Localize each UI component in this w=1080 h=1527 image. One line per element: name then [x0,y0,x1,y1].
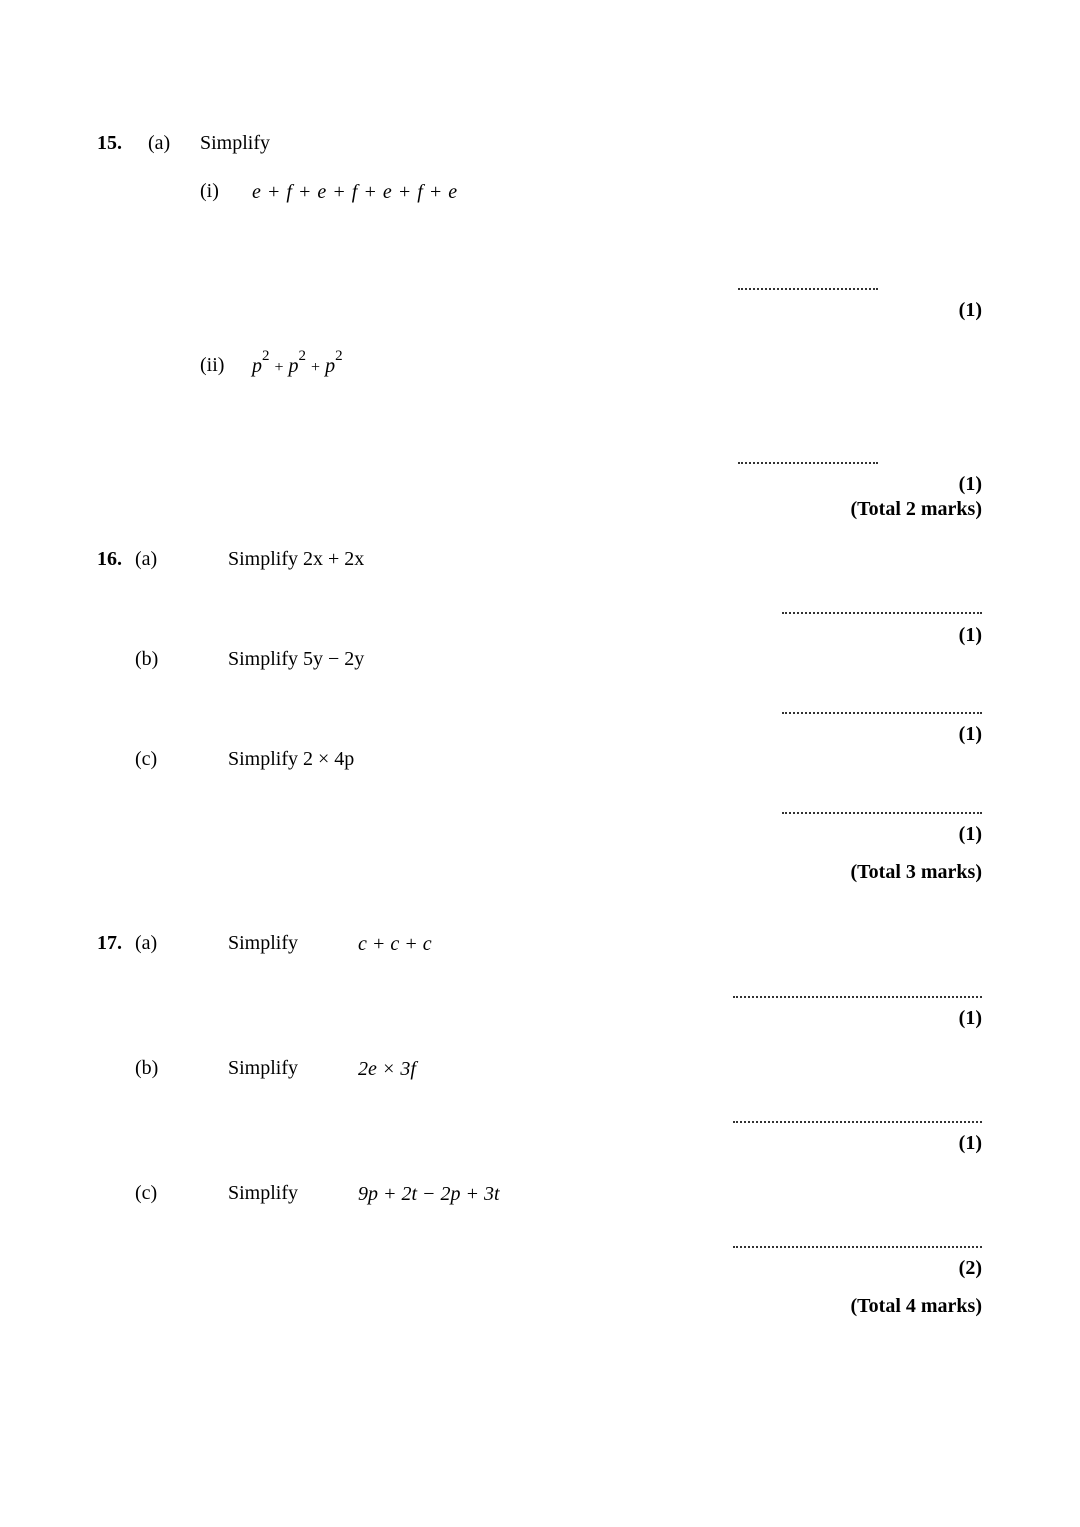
answer-line[interactable] [738,288,878,290]
instruction: Simplify [228,1182,299,1204]
part-label: (a) [135,548,158,570]
term: p [252,355,262,377]
part-label: (b) [135,1057,159,1079]
exponent: 2 [298,348,307,365]
question-number: 16. [97,548,122,570]
instruction: Simplify 5y − 2y [228,648,365,670]
mark-allocation: (1) [958,1132,982,1154]
mark-allocation: (1) [958,624,982,646]
operator: + [311,359,321,376]
term: p [288,355,299,377]
expression: 2e × 3f [358,1058,416,1080]
exponent: 2 [262,348,270,365]
instruction: Simplify [228,1057,299,1079]
answer-line[interactable] [733,1121,982,1123]
answer-line[interactable] [733,1246,982,1248]
total-marks: (Total 2 marks) [850,498,982,520]
term: p [325,355,336,377]
part-label: (c) [135,1182,158,1204]
expression: e + f + e + f + e + f + e [252,181,458,203]
part-label: (a) [148,132,171,154]
question-number: 15. [97,132,122,154]
mark-allocation: (1) [958,1007,982,1029]
mark-allocation: (1) [958,473,982,495]
instruction: Simplify [228,932,299,954]
instruction: Simplify [200,132,271,154]
mark-allocation: (1) [958,299,982,321]
subpart-label: (ii) [200,354,225,376]
instruction: Simplify 2 × 4p [228,748,355,770]
expression: 9p + 2t − 2p + 3t [358,1183,500,1205]
answer-line[interactable] [733,996,982,998]
answer-line[interactable] [782,712,982,714]
mark-allocation: (2) [958,1257,982,1279]
instruction: Simplify 2x + 2x [228,548,365,570]
answer-line[interactable] [738,462,878,464]
subpart-label: (i) [200,180,219,202]
part-label: (c) [135,748,158,770]
mark-allocation: (1) [958,823,982,845]
part-label: (a) [135,932,158,954]
exponent: 2 [335,348,343,365]
question-number: 17. [97,932,122,954]
expression [252,348,343,380]
total-marks: (Total 4 marks) [850,1295,982,1317]
answer-line[interactable] [782,812,982,814]
part-label: (b) [135,648,159,670]
total-marks: (Total 3 marks) [850,861,982,883]
mark-allocation: (1) [958,723,982,745]
expression: c + c + c [358,933,432,955]
answer-line[interactable] [782,612,982,614]
operator: + [274,359,284,376]
